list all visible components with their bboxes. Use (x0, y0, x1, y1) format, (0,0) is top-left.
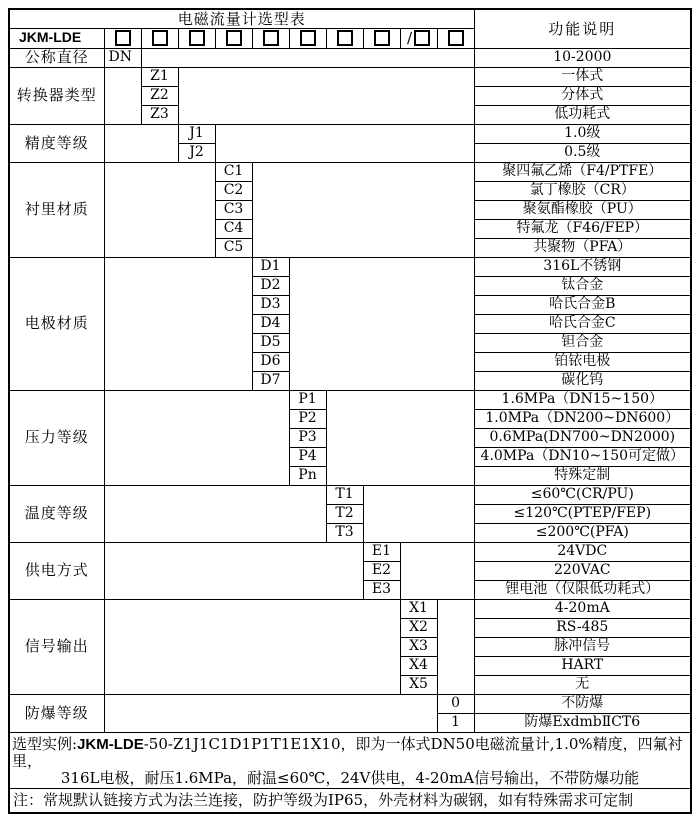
option-checkbox[interactable] (152, 30, 168, 46)
group-label-converter: 转换器类型 (9, 67, 104, 124)
empty-cell (178, 67, 474, 124)
empty-cell (215, 124, 474, 162)
table-row (9, 257, 691, 276)
option-checkbox[interactable] (115, 30, 131, 46)
desc-pn: 特殊定制 (474, 466, 691, 485)
table-row (9, 67, 691, 86)
option-cell-dn (104, 28, 141, 48)
empty-cell (104, 694, 437, 732)
code-e1: E1 (363, 542, 400, 561)
empty-cell (252, 162, 474, 257)
option-cell-j (178, 28, 215, 48)
empty-cell (104, 124, 178, 162)
code-d3: D3 (252, 295, 289, 314)
empty-cell (104, 542, 363, 599)
desc-x1: 4-20mA (474, 599, 691, 618)
option-cell-e (363, 28, 400, 48)
desc-c4: 特氟龙（F46/FEP） (474, 219, 691, 238)
slash-separator: / (406, 28, 413, 47)
code-c5: C5 (215, 238, 252, 257)
example-label: 选型实例: (12, 734, 78, 753)
code-t2: T2 (326, 504, 363, 523)
empty-cell (104, 257, 252, 390)
option-checkbox[interactable] (374, 30, 390, 46)
desc-c5: 共聚物（PFA） (474, 238, 691, 257)
option-cell-x (400, 28, 437, 48)
empty-cell (104, 67, 141, 124)
function-column-header: 功能说明 (474, 9, 691, 48)
desc-c1: 聚四氟乙烯（F4/PTFE） (474, 162, 691, 181)
table-row (9, 124, 691, 143)
code-p1: P1 (289, 390, 326, 409)
option-checkbox[interactable] (189, 30, 205, 46)
table-row (9, 732, 691, 789)
desc-t3: ≤200℃(PFA) (474, 523, 691, 542)
desc-x4: HART (474, 656, 691, 675)
code-x3: X3 (400, 637, 437, 656)
desc-c3: 聚氨酯橡胶（PU） (474, 200, 691, 219)
option-cell-ex (437, 28, 474, 48)
option-checkbox[interactable] (263, 30, 279, 46)
desc-e3: 锂电池（仅限低功耗式） (474, 580, 691, 599)
code-t1: T1 (326, 485, 363, 504)
option-checkbox[interactable] (300, 30, 316, 46)
code-t3: T3 (326, 523, 363, 542)
desc-z1: 一体式 (474, 67, 691, 86)
option-checkbox[interactable] (448, 30, 464, 46)
empty-cell (326, 390, 474, 485)
desc-dn: 10-2000 (474, 48, 691, 67)
code-x4: X4 (400, 656, 437, 675)
desc-c2: 氯丁橡胶（CR） (474, 181, 691, 200)
empty-cell (289, 257, 474, 390)
desc-d7: 碳化钨 (474, 371, 691, 390)
option-cell-z (141, 28, 178, 48)
code-x2: X2 (400, 618, 437, 637)
desc-t2: ≤120℃(PTEP/FEP) (474, 504, 691, 523)
empty-cell (400, 542, 474, 599)
model-prefix: JKM-LDE (9, 28, 104, 48)
group-label-signal: 信号输出 (9, 599, 104, 694)
desc-e2: 220VAC (474, 561, 691, 580)
example-text: -50-Z1J1C1D1P1T1E1X10，即为一体式DN50电磁流量计,1.0%精度，四氟衬里， (12, 734, 683, 770)
code-p2: P2 (289, 409, 326, 428)
code-p3: P3 (289, 428, 326, 447)
desc-p4: 4.0MPa（DN10~150可定做） (474, 447, 691, 466)
code-x1: X1 (400, 599, 437, 618)
desc-ex0: 不防爆 (474, 694, 691, 713)
code-ex0: 0 (437, 694, 474, 713)
selection-example-line1 (12, 736, 688, 770)
desc-x2: RS-485 (474, 618, 691, 637)
empty-cell (104, 162, 215, 257)
group-label-pressure: 压力等级 (9, 390, 104, 485)
desc-j2: 0.5级 (474, 143, 691, 162)
page-title: 电磁流量计选型表 (9, 9, 474, 28)
empty-cell (104, 390, 289, 485)
table-row (9, 48, 691, 67)
footnote: 注：常规默认链接方式为法兰连接，防护等级为IP65，外壳材料为碳钢，如有特殊需求可定制 (9, 789, 691, 813)
code-z3: Z3 (141, 105, 178, 124)
table-row (9, 542, 691, 561)
empty-cell (104, 485, 326, 542)
desc-z3: 低功耗式 (474, 105, 691, 124)
empty-cell (437, 599, 474, 694)
empty-cell (104, 599, 400, 694)
table-row (9, 599, 691, 618)
group-label-explosion: 防爆等级 (9, 694, 104, 732)
desc-ex1: 防爆ExdmbⅡCT6 (474, 713, 691, 732)
code-z2: Z2 (141, 86, 178, 105)
desc-p2: 1.0MPa（DN200~DN600） (474, 409, 691, 428)
desc-z2: 分体式 (474, 86, 691, 105)
code-p4: P4 (289, 447, 326, 466)
code-dn: DN (104, 48, 141, 67)
code-d2: D2 (252, 276, 289, 295)
code-j2: J2 (178, 143, 215, 162)
table-row (9, 9, 691, 28)
table-row (9, 485, 691, 504)
code-d4: D4 (252, 314, 289, 333)
desc-d6: 铂铱电极 (474, 352, 691, 371)
code-d6: D6 (252, 352, 289, 371)
empty-cell (363, 485, 474, 542)
group-label-accuracy: 精度等级 (9, 124, 104, 162)
code-pn: Pn (289, 466, 326, 485)
code-e2: E2 (363, 561, 400, 580)
example-model: JKM-LDE (77, 735, 144, 753)
desc-p1: 1.6MPa（DN15~150） (474, 390, 691, 409)
option-checkbox[interactable] (226, 30, 242, 46)
code-d7: D7 (252, 371, 289, 390)
selection-table-sheet (8, 8, 700, 814)
desc-d3: 哈氏合金B (474, 295, 691, 314)
code-c3: C3 (215, 200, 252, 219)
desc-d2: 钛合金 (474, 276, 691, 295)
code-c1: C1 (215, 162, 252, 181)
empty-cell (141, 48, 474, 67)
desc-d1: 316L不锈钢 (474, 257, 691, 276)
group-label-lining: 衬里材质 (9, 162, 104, 257)
option-cell-t (326, 28, 363, 48)
code-x5: X5 (400, 675, 437, 694)
code-c4: C4 (215, 219, 252, 238)
code-d1: D1 (252, 257, 289, 276)
option-cell-c (215, 28, 252, 48)
code-c2: C2 (215, 181, 252, 200)
desc-d5: 钽合金 (474, 333, 691, 352)
group-label-power: 供电方式 (9, 542, 104, 599)
group-label-temperature: 温度等级 (9, 485, 104, 542)
desc-j1: 1.0级 (474, 124, 691, 143)
group-label-diameter: 公称直径 (9, 48, 104, 67)
option-cell-p (289, 28, 326, 48)
desc-d4: 哈氏合金C (474, 314, 691, 333)
table-row (9, 789, 691, 813)
code-j1: J1 (178, 124, 215, 143)
code-ex1: 1 (437, 713, 474, 732)
code-z1: Z1 (141, 67, 178, 86)
group-label-electrode: 电极材质 (9, 257, 104, 390)
code-e3: E3 (363, 580, 400, 599)
desc-t1: ≤60℃(CR/PU) (474, 485, 691, 504)
option-checkbox[interactable] (414, 30, 430, 46)
selection-example-line2: 316L电极，耐压1.6MPa，耐温≤60℃，24V供电，4-20mA信号输出，不带防爆功能 (60, 768, 640, 787)
table-row (9, 694, 691, 713)
desc-p3: 0.6MPa(DN700~DN2000) (474, 428, 691, 447)
table-row (9, 162, 691, 181)
code-d5: D5 (252, 333, 289, 352)
desc-x5: 无 (474, 675, 691, 694)
option-checkbox[interactable] (337, 30, 353, 46)
selection-example (9, 732, 691, 789)
table-row (9, 390, 691, 409)
selection-table (8, 8, 692, 814)
option-cell-d (252, 28, 289, 48)
desc-x3: 脉冲信号 (474, 637, 691, 656)
desc-e1: 24VDC (474, 542, 691, 561)
